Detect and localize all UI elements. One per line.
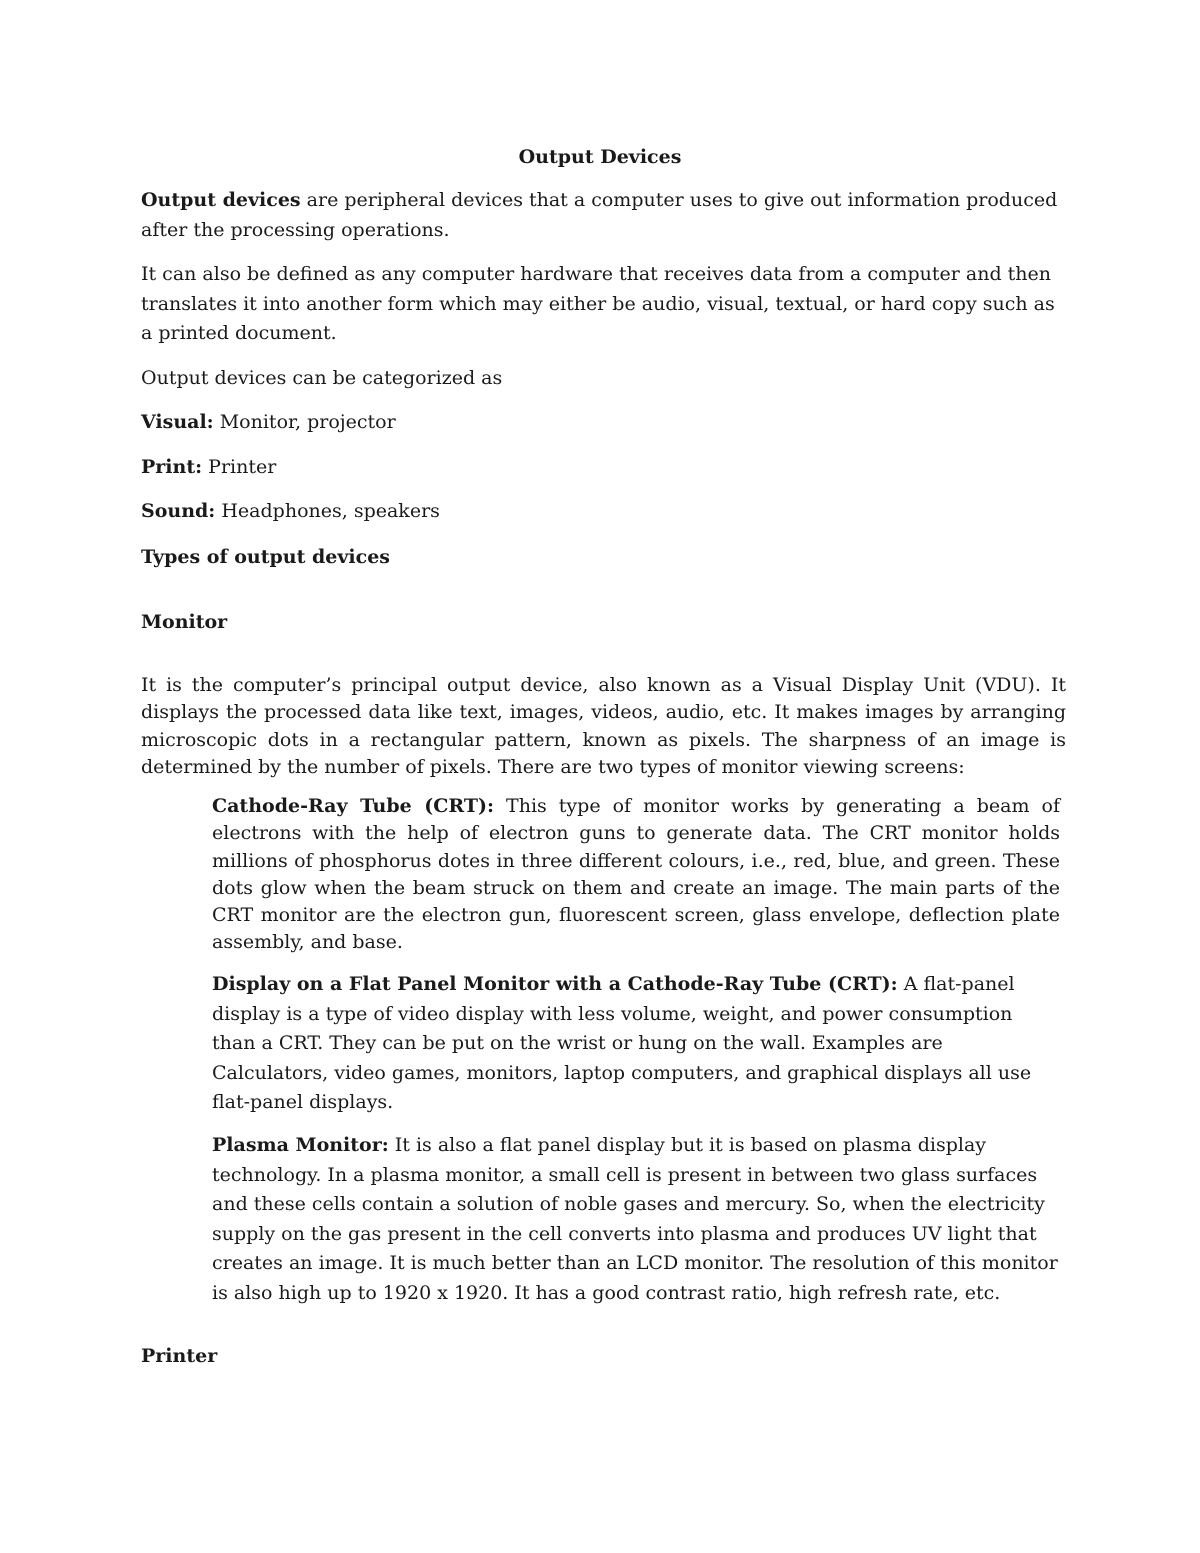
category-value: Monitor, projector <box>213 411 396 433</box>
types-heading: Types of output devices <box>141 546 390 568</box>
category-value: Headphones, speakers <box>215 500 440 522</box>
intro-term: Output devices <box>141 189 301 211</box>
category-sound <box>141 497 1066 527</box>
item-text: A flat-panel display is a type of video display with less volume, weight, and power consumption than a CRT. They can be put on the wrist or hung on the wall. Examples are Calculators, video games, monitors, laptop computers, and graphical displays all use flat-panel displays. <box>212 973 1032 1113</box>
category-visual <box>141 408 1066 438</box>
item-text: This type of monitor works by generating a beam of electrons with the help of electron guns to generate data. The CRT monitor holds millions of phosphorus dotes in three different colours, i.e., red, blue, and green. These dots glow when the beam struck on them and create an image. The main parts of the CRT monitor are the electron gun, fluorescent screen, glass envelope, deflection plate assembly, and base. <box>212 795 1060 954</box>
intro-text: are peripheral devices that a computer uses to give out information produced after the processing operations. <box>141 189 1058 241</box>
monitor-description: It is the computer’s principal output device, also known as a Visual Display Unit (VDU). It displays the processed data like text, images, videos, audio, etc. It makes images by arranging microscopic dots in a rectangular pattern, known as pixels. The sharpness of an image is determined by the number of pixels. There are two types of monitor viewing screens: <box>141 674 1066 778</box>
intro-paragraph <box>141 186 1066 245</box>
monitor-item-plasma <box>212 1131 1060 1308</box>
page-title: Output Devices <box>518 146 682 168</box>
item-label: Cathode-Ray Tube (CRT): <box>212 795 495 817</box>
category-label: Sound: <box>141 500 216 522</box>
printer-heading: Printer <box>141 1345 218 1367</box>
category-print <box>141 453 1066 483</box>
monitor-item-flat-panel <box>212 970 1060 1118</box>
item-label: Display on a Flat Panel Monitor with a Cathode-Ray Tube (CRT): <box>212 973 898 995</box>
item-text: It is also a flat panel display but it is based on plasma display technology. In a plasma monitor, a small cell is present in between two glass surfaces and these cells contain a solution of noble gases and mercury. So, when the electricity supply on the gas present in the cell converts into plasma and produces UV light that creates an image. It is much better than an LCD monitor. The resolution of this monitor is also high up to 1920 x 1920. It has a good contrast ratio, high refresh rate, etc. <box>212 1134 1058 1304</box>
monitor-heading: Monitor <box>141 611 228 633</box>
monitor-item-crt <box>212 793 1060 957</box>
categories-intro: Output devices can be categorized as <box>141 367 503 389</box>
category-value: Printer <box>202 456 277 478</box>
category-label: Print: <box>141 456 203 478</box>
item-label: Plasma Monitor: <box>212 1134 389 1156</box>
definition-paragraph: It can also be defined as any computer hardware that receives data from a computer and then translates it into another form which may either be audio, visual, textual, or hard copy such as a printed document. <box>141 263 1055 344</box>
category-label: Visual: <box>141 411 214 433</box>
